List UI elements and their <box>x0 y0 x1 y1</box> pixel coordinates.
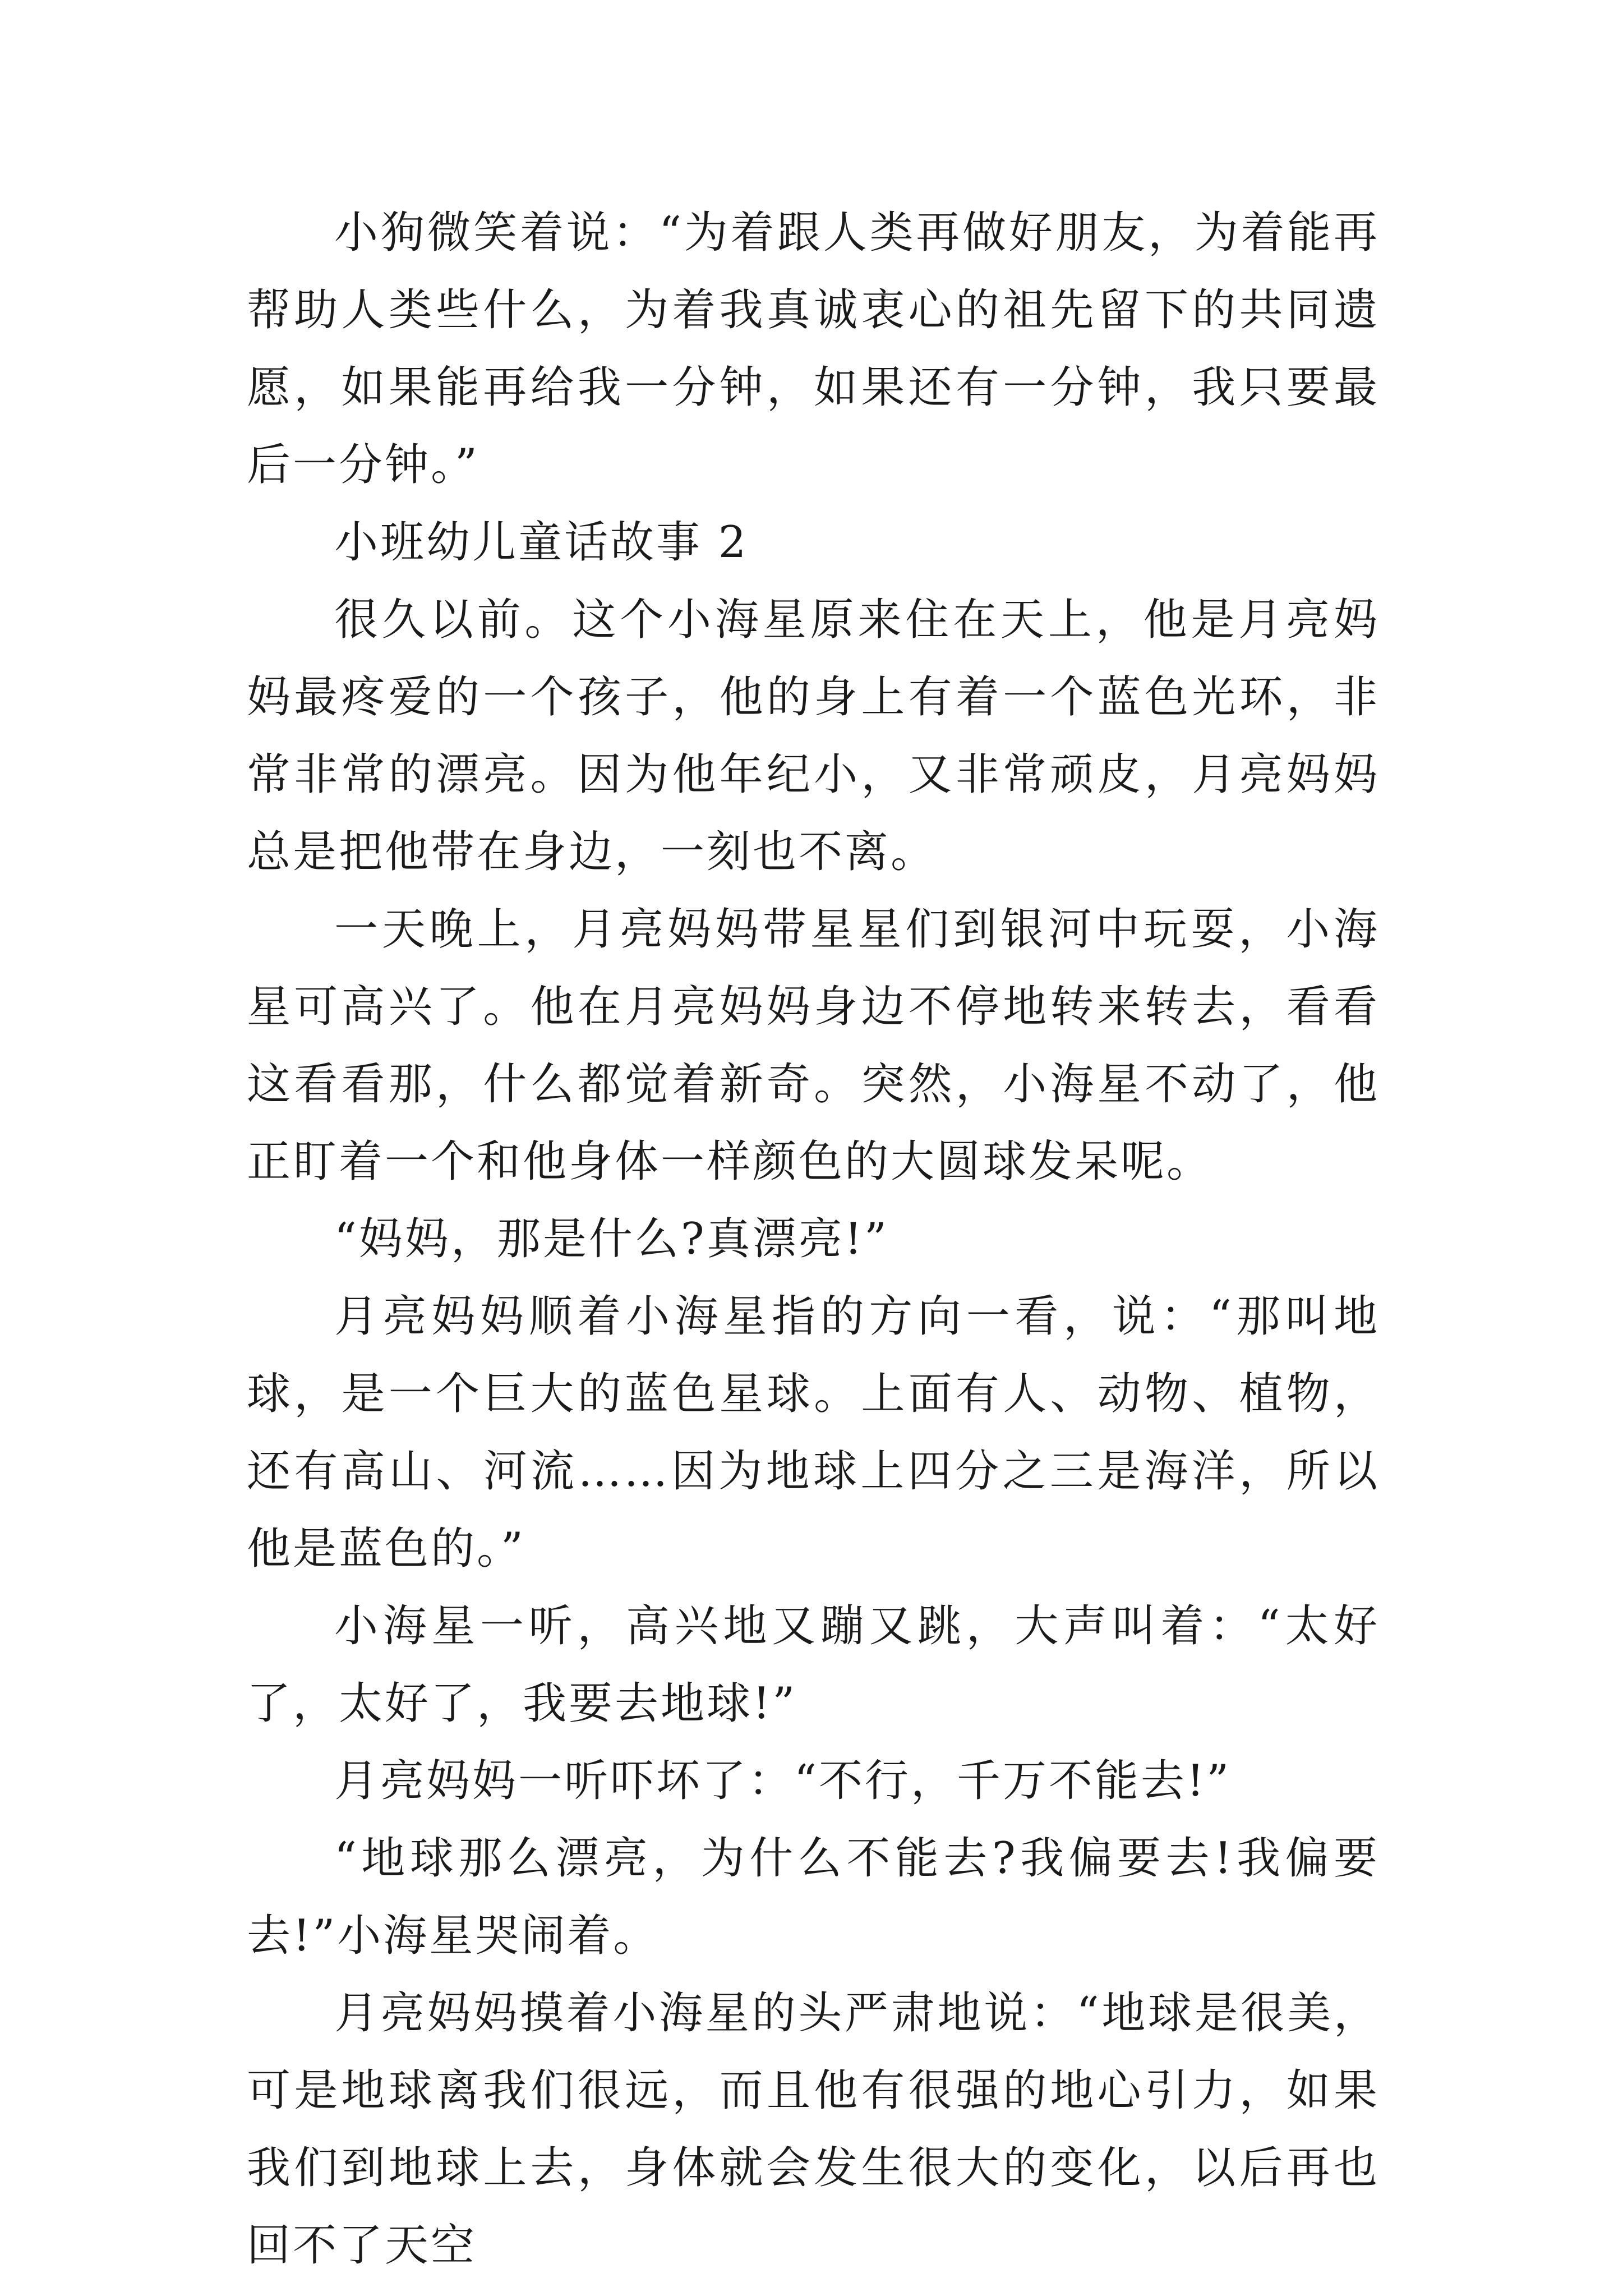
paragraph: “妈妈，那是什么?真漂亮!” <box>334 1214 889 1264</box>
paragraph: 一天晚上，月亮妈妈带星星们到银河中玩耍，小海星可高兴了。他在月亮妈妈身边不停地转来转去，看看这看看那，什么都觉着新奇。突然，小海星不动了，他正盯着一个和他身体一样颜色的大圆球发呆呢。 <box>247 904 1380 1187</box>
paragraph: 很久以前。这个小海星原来住在天上，他是月亮妈妈最疼爱的一个孩子，他的身上有着一个蓝色光环，非常非常的漂亮。因为他年纪小，又非常顽皮，月亮妈妈总是把他带在身边，一刻也不离。 <box>247 595 1380 877</box>
paragraph: 月亮妈妈顺着小海星指的方向一看，说：“那叫地球，是一个巨大的蓝色星球。上面有人、动物、植物，还有高山、河流……因为地球上四分之三是海洋，所以他是蓝色的。” <box>247 1291 1380 1574</box>
paragraph: 月亮妈妈一听吓坏了：“不行，千万不能去!” <box>334 1756 1232 1806</box>
paragraph: 月亮妈妈摸着小海星的头严肃地说：“地球是很美，可是地球离我们很远，而且他有很强的地心引力，如果我们到地球上去，身体就会发生很大的变化，以后再也回不了天空 <box>247 1988 1380 2271</box>
section-heading: 小班幼儿童话故事 2 <box>334 517 749 568</box>
paragraph: 小海星一听，高兴地又蹦又跳，大声叫着：“太好了，太好了，我要去地球!” <box>247 1601 1380 1729</box>
paragraph: “地球那么漂亮，为什么不能去?我偏要去!我偏要去!”小海星哭闹着。 <box>247 1833 1380 1961</box>
paragraph: 小狗微笑着说：“为着跟人类再做好朋友，为着能再帮助人类些什么，为着我真诚衷心的祖先留下的共同遗愿，如果能再给我一分钟，如果还有一分钟，我只要最后一分钟。” <box>247 208 1380 490</box>
document-body <box>247 194 1380 2284</box>
